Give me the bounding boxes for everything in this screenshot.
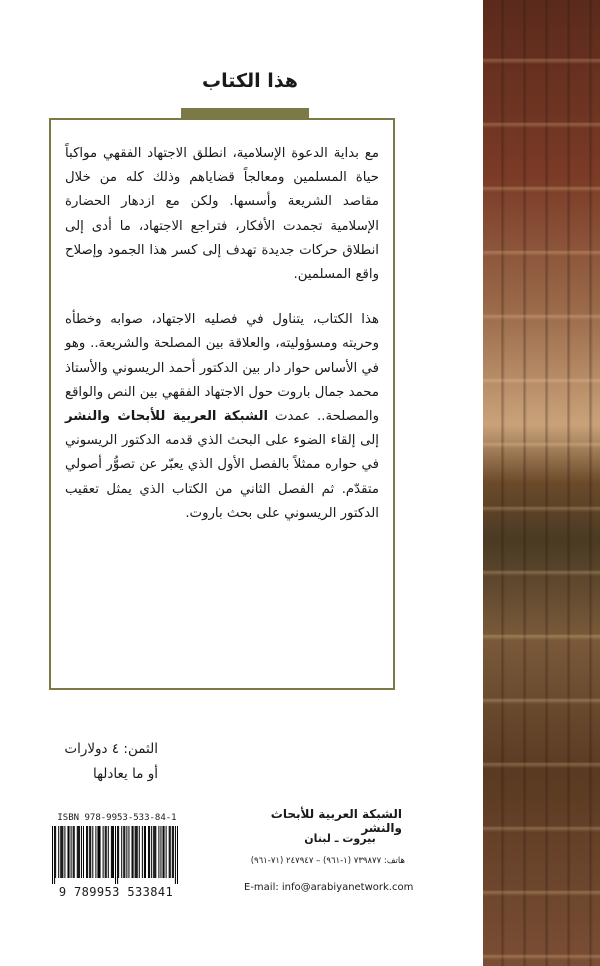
blurb-paragraph-2 bbox=[65, 308, 379, 526]
blurb-box bbox=[49, 118, 395, 690]
section-title: هذا الكتاب bbox=[202, 70, 298, 92]
title-underline-bar bbox=[181, 108, 309, 118]
price-equivalent: أو ما يعادلها bbox=[92, 766, 158, 782]
isbn-label: ISBN 978-9953-533-84-1 bbox=[57, 813, 177, 823]
blurb-paragraph-2-end: إلى إلقاء الضوء على البحث الذي قدمه الدكتور الريسوني في حواره ممثلاً بالفصل الأول الذي يعبّر عن تصوُّر أصولي متقدّم. ثم الفصل الثاني من الكتاب الذي يمثل تعقيب الدكتور الريسوني على بحث باروت. bbox=[65, 433, 379, 521]
publisher-email: E-mail: info@arabiyanetwork.com bbox=[244, 882, 414, 893]
publisher-name-inline: الشبكة العربية للأبحاث والنشر bbox=[65, 409, 269, 425]
barcode-graphic bbox=[52, 826, 178, 884]
publisher-city: بيروت ـ لبنان bbox=[304, 832, 376, 845]
publisher-name: الشبكة العربية للأبحاث والنشر bbox=[270, 807, 402, 835]
price: الثمن: ٤ دولارات bbox=[64, 741, 158, 757]
blurb-paragraph-1: مع بداية الدعوة الإسلامية، انطلق الاجتهاد الفقهي مواكباً حياة المسلمين ومعالجاً قضاياهم وذلك كله من خلال مقاصد الشريعة وأسسها. ولكن مع ازدهار الحضارة الإسلامية تجمدت الأفكار، فتراجع الاجتهاد، ما أدى إلى انطلاق حركات جديدة تهدف إلى كسر هذا الجمود وإصلاح واقع المسلمين. bbox=[65, 146, 379, 283]
bookshelf-image bbox=[483, 0, 600, 966]
blurb-paragraph-2-start: هذا الكتاب، يتناول في فصليه الاجتهاد، صوابه وخطأه وحريته ومسؤوليته، والعلاقة بين المصلحة والشريعة.. وهو في الأساس حوار دار بين الدكتور أحمد الريسوني والأستاذ محمد جمال باروت حول الاجتهاد الفقهي بين النص والواقع والمصلحة.. عمدت bbox=[65, 312, 379, 425]
publisher-phone: هاتف: ٧٣٩٨٧٧ (١-٩٦١) – ٢٤٧٩٤٧ (٧١-٩٦١) bbox=[250, 856, 405, 866]
barcode-digits: 9 789953 533841 bbox=[58, 885, 174, 899]
